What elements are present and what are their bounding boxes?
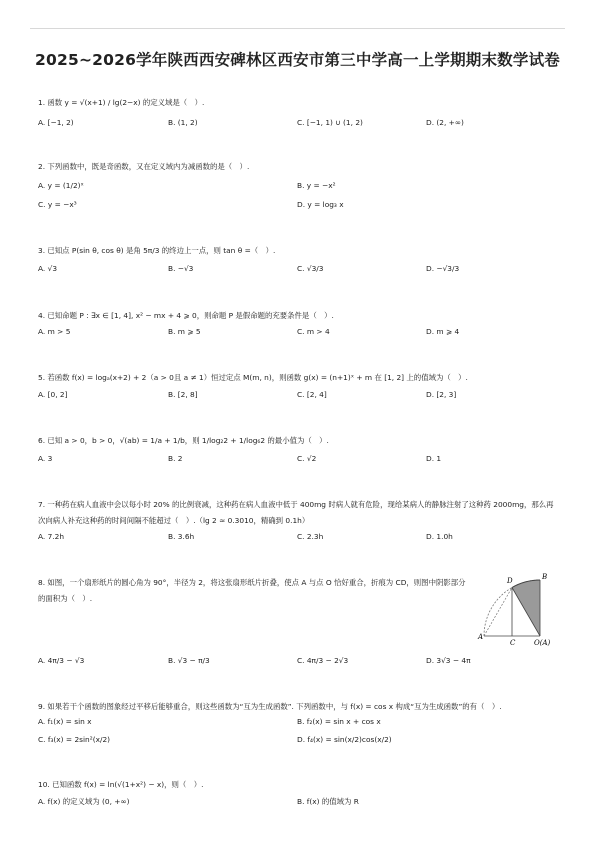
q2-option-d[interactable]: D. y = log₃ x <box>297 200 344 209</box>
question-2-stem: 2. 下列函数中，既是奇函数，又在定义域内为减函数的是（ ）. <box>38 162 250 171</box>
q5-option-a[interactable]: A. [0, 2] <box>38 390 68 399</box>
q1-option-d[interactable]: D. (2, +∞) <box>426 118 464 127</box>
question-6-stem: 6. 已知 a > 0，b > 0，√(ab) = 1/a + 1/b，则 1/log₂2 + 1/log₆2 的最小值为（ ）. <box>38 436 329 445</box>
q8-option-d[interactable]: D. 3√3 − 4π <box>426 656 471 665</box>
q5-option-b[interactable]: B. [2, 8] <box>168 390 198 399</box>
q4-option-a[interactable]: A. m > 5 <box>38 327 71 336</box>
q4-option-c[interactable]: C. m > 4 <box>297 327 330 336</box>
q5-option-c[interactable]: C. [2, 4] <box>297 390 327 399</box>
top-divider <box>30 28 565 29</box>
q4-option-b[interactable]: B. m ⩾ 5 <box>168 327 201 336</box>
q9-option-d[interactable]: D. f₄(x) = sin(x/2)cos(x/2) <box>297 735 392 744</box>
q3-option-a[interactable]: A. √3 <box>38 264 58 273</box>
q6-option-b[interactable]: B. 2 <box>168 454 183 463</box>
sector-fold-figure <box>476 568 560 648</box>
q10-option-a[interactable]: A. f(x) 的定义域为 (0, +∞) <box>38 797 130 806</box>
question-9-stem: 9. 如果若干个函数的图象经过平移后能够重合，则这些函数为“互为生成函数”. 下列函数中，与 f(x) = cos x 构成“互为生成函数”的有（ ）. <box>38 702 502 711</box>
q1-option-a[interactable]: A. [−1, 2) <box>38 118 74 127</box>
q7-option-c[interactable]: C. 2.3h <box>297 532 324 541</box>
q2-option-c[interactable]: C. y = −x³ <box>38 200 77 209</box>
q8-option-b[interactable]: B. √3 − π/3 <box>168 656 210 665</box>
q8-option-c[interactable]: C. 4π/3 − 2√3 <box>297 656 349 665</box>
q1-option-c[interactable]: C. [−1, 1) ∪ (1, 2) <box>297 118 363 127</box>
q9-option-b[interactable]: B. f₂(x) = sin x + cos x <box>297 717 381 726</box>
label-b: B <box>542 573 548 581</box>
q6-option-a[interactable]: A. 3 <box>38 454 53 463</box>
q6-option-d[interactable]: D. 1 <box>426 454 442 463</box>
q6-option-c[interactable]: C. √2 <box>297 454 317 463</box>
label-a: A <box>478 633 484 641</box>
question-10-stem: 10. 已知函数 f(x) = ln(√(1+x²) − x)，则（ ）. <box>38 780 204 789</box>
q9-option-c[interactable]: C. f₃(x) = 2sin²(x/2) <box>38 735 111 744</box>
q9-option-a[interactable]: A. f₁(x) = sin x <box>38 717 92 726</box>
q7-option-d[interactable]: D. 1.0h <box>426 532 453 541</box>
question-8-stem: 8. 如图，一个扇形纸片的圆心角为 90°，半径为 2，将这张扇形纸片折叠，使点 A 与点 O 恰好重合，折痕为 CD，则图中阴影部分的面积为（ ）. <box>38 578 466 603</box>
question-5-stem: 5. 若函数 f(x) = logₐ(x+2) + 2（a > 0且 a ≠ 1）恒过定点 M(m, n)，则函数 g(x) = (n+1)ˣ + m 在 [1, 2] 上的值域为（ ）. <box>38 373 468 382</box>
question-3-stem: 3. 已知点 P(sin θ, cos θ) 是角 5π/3 的终边上一点，则 tan θ =（ ）. <box>38 246 276 255</box>
q7-option-a[interactable]: A. 7.2h <box>38 532 65 541</box>
q2-option-a[interactable]: A. y = (1/2)ˣ <box>38 181 84 190</box>
question-1-stem: 1. 函数 y = √(x+1) / lg(2−x) 的定义域是（ ）. <box>38 98 205 107</box>
q1-option-b[interactable]: B. (1, 2) <box>168 118 198 127</box>
q5-option-d[interactable]: D. [2, 3] <box>426 390 457 399</box>
q3-option-b[interactable]: B. −√3 <box>168 264 194 273</box>
q10-option-b[interactable]: B. f(x) 的值域为 R <box>297 797 359 806</box>
q3-option-c[interactable]: C. √3/3 <box>297 264 324 273</box>
q4-option-d[interactable]: D. m ⩾ 4 <box>426 327 460 336</box>
label-d: D <box>507 577 513 585</box>
label-c: C <box>510 639 516 647</box>
q8-option-a[interactable]: A. 4π/3 − √3 <box>38 656 85 665</box>
label-o: O(A) <box>534 639 551 647</box>
q7-option-b[interactable]: B. 3.6h <box>168 532 195 541</box>
shaded-region <box>512 580 540 636</box>
question-4-stem: 4. 已知命题 P : ∃x ∈ [1, 4], x² − mx + 4 ⩾ 0，则命题 P 是假命题的充要条件是（ ）. <box>38 311 334 320</box>
question-7-stem: 7. 一种药在病人血液中会以每小时 20% 的比例衰减，这种药在病人血液中低于 400mg 时病人就有危险，现给某病人的静脉注射了这种药 2000mg，那么再次向病人补充这种药的时间间隔不能超过（ ）.（lg 2 ≈ 0.3010，精确到 0.1h） <box>38 500 554 525</box>
q2-option-b[interactable]: B. y = −x² <box>297 181 336 190</box>
q3-option-d[interactable]: D. −√3/3 <box>426 264 460 273</box>
exam-title: 2025~2026学年陕西西安碑林区西安市第三中学高一上学期期末数学试卷 <box>35 51 560 69</box>
segment-ad-dashed <box>484 588 512 637</box>
